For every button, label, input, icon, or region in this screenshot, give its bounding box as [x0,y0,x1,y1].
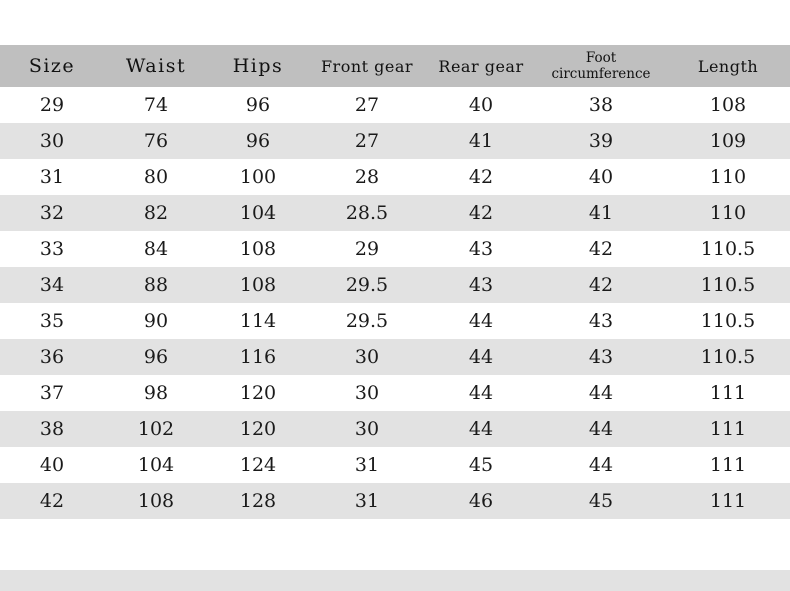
cell-foot-circumference: 44 [588,418,614,440]
cell-waist: 82 [143,202,169,224]
cell-rear-gear: 41 [468,130,494,152]
cell-length: 110 [709,166,747,188]
table-row [0,483,790,519]
cell-rear-gear: 45 [468,454,494,476]
cell-rear-gear: 40 [468,94,494,116]
cell-front-gear: 30 [354,418,380,440]
cell-size: 31 [39,166,65,188]
cell-rear-gear: 46 [468,490,494,512]
cell-waist: 90 [143,310,169,332]
cell-waist: 96 [143,346,169,368]
cell-size: 42 [39,490,65,512]
cell-length: 110.5 [700,274,756,296]
cell-hips: 124 [239,454,277,476]
cell-size: 36 [39,346,65,368]
table-row [0,303,790,339]
cell-foot-circumference: 43 [588,310,614,332]
cell-hips: 120 [239,418,277,440]
table-row [0,375,790,411]
cell-length: 111 [709,382,747,404]
cell-hips: 100 [239,166,277,188]
column-header-waist: Waist [125,55,187,77]
cell-size: 29 [39,94,65,116]
size-chart-table [0,45,790,519]
cell-foot-circumference: 42 [588,274,614,296]
cell-length: 110.5 [700,238,756,260]
cell-hips: 120 [239,382,277,404]
table-row [0,87,790,123]
cell-length: 108 [709,94,747,116]
cell-size: 34 [39,274,65,296]
cell-hips: 114 [239,310,277,332]
cell-foot-circumference: 43 [588,346,614,368]
cell-front-gear: 30 [354,346,380,368]
cell-rear-gear: 44 [468,346,494,368]
cell-rear-gear: 44 [468,310,494,332]
cell-size: 38 [39,418,65,440]
cell-length: 110 [709,202,747,224]
cell-foot-circumference: 41 [588,202,614,224]
table-row [0,267,790,303]
cell-rear-gear: 42 [468,202,494,224]
cell-size: 35 [39,310,65,332]
cell-foot-circumference: 44 [588,382,614,404]
cell-hips: 104 [239,202,277,224]
column-header-foot-circumference: Foot circumference [551,50,651,82]
cell-foot-circumference: 40 [588,166,614,188]
column-header-rear-gear: Rear gear [438,56,524,76]
cell-front-gear: 29.5 [345,310,389,332]
cell-waist: 84 [143,238,169,260]
cell-size: 32 [39,202,65,224]
cell-size: 33 [39,238,65,260]
cell-hips: 96 [245,130,271,152]
cell-front-gear: 27 [354,130,380,152]
top-whitespace [0,0,790,45]
cell-front-gear: 31 [354,490,380,512]
bottom-band [0,570,790,591]
cell-waist: 98 [143,382,169,404]
cell-waist: 108 [137,490,175,512]
cell-length: 111 [709,454,747,476]
cell-size: 37 [39,382,65,404]
cell-length: 109 [709,130,747,152]
table-row [0,411,790,447]
cell-front-gear: 29.5 [345,274,389,296]
table-row [0,159,790,195]
cell-waist: 88 [143,274,169,296]
column-header-length: Length [697,56,759,76]
column-header-size: Size [28,55,76,77]
cell-rear-gear: 44 [468,418,494,440]
table-row [0,231,790,267]
cell-front-gear: 30 [354,382,380,404]
table-row [0,123,790,159]
cell-foot-circumference: 38 [588,94,614,116]
cell-hips: 96 [245,94,271,116]
cell-length: 110.5 [700,346,756,368]
cell-size: 30 [39,130,65,152]
cell-size: 40 [39,454,65,476]
cell-front-gear: 31 [354,454,380,476]
table-row [0,339,790,375]
cell-waist: 102 [137,418,175,440]
cell-hips: 108 [239,238,277,260]
cell-rear-gear: 44 [468,382,494,404]
cell-rear-gear: 43 [468,274,494,296]
cell-length: 111 [709,418,747,440]
cell-foot-circumference: 44 [588,454,614,476]
table-row [0,195,790,231]
column-header-front-gear: Front gear [320,56,414,76]
cell-rear-gear: 42 [468,166,494,188]
cell-hips: 128 [239,490,277,512]
cell-waist: 74 [143,94,169,116]
cell-waist: 104 [137,454,175,476]
cell-front-gear: 27 [354,94,380,116]
cell-hips: 108 [239,274,277,296]
cell-hips: 116 [239,346,277,368]
cell-foot-circumference: 39 [588,130,614,152]
cell-front-gear: 28.5 [345,202,389,224]
cell-front-gear: 29 [354,238,380,260]
cell-length: 111 [709,490,747,512]
cell-rear-gear: 43 [468,238,494,260]
cell-front-gear: 28 [354,166,380,188]
column-header-hips: Hips [232,55,284,77]
cell-waist: 76 [143,130,169,152]
cell-foot-circumference: 45 [588,490,614,512]
cell-waist: 80 [143,166,169,188]
cell-foot-circumference: 42 [588,238,614,260]
table-header-row [0,45,790,87]
cell-length: 110.5 [700,310,756,332]
table-row [0,447,790,483]
